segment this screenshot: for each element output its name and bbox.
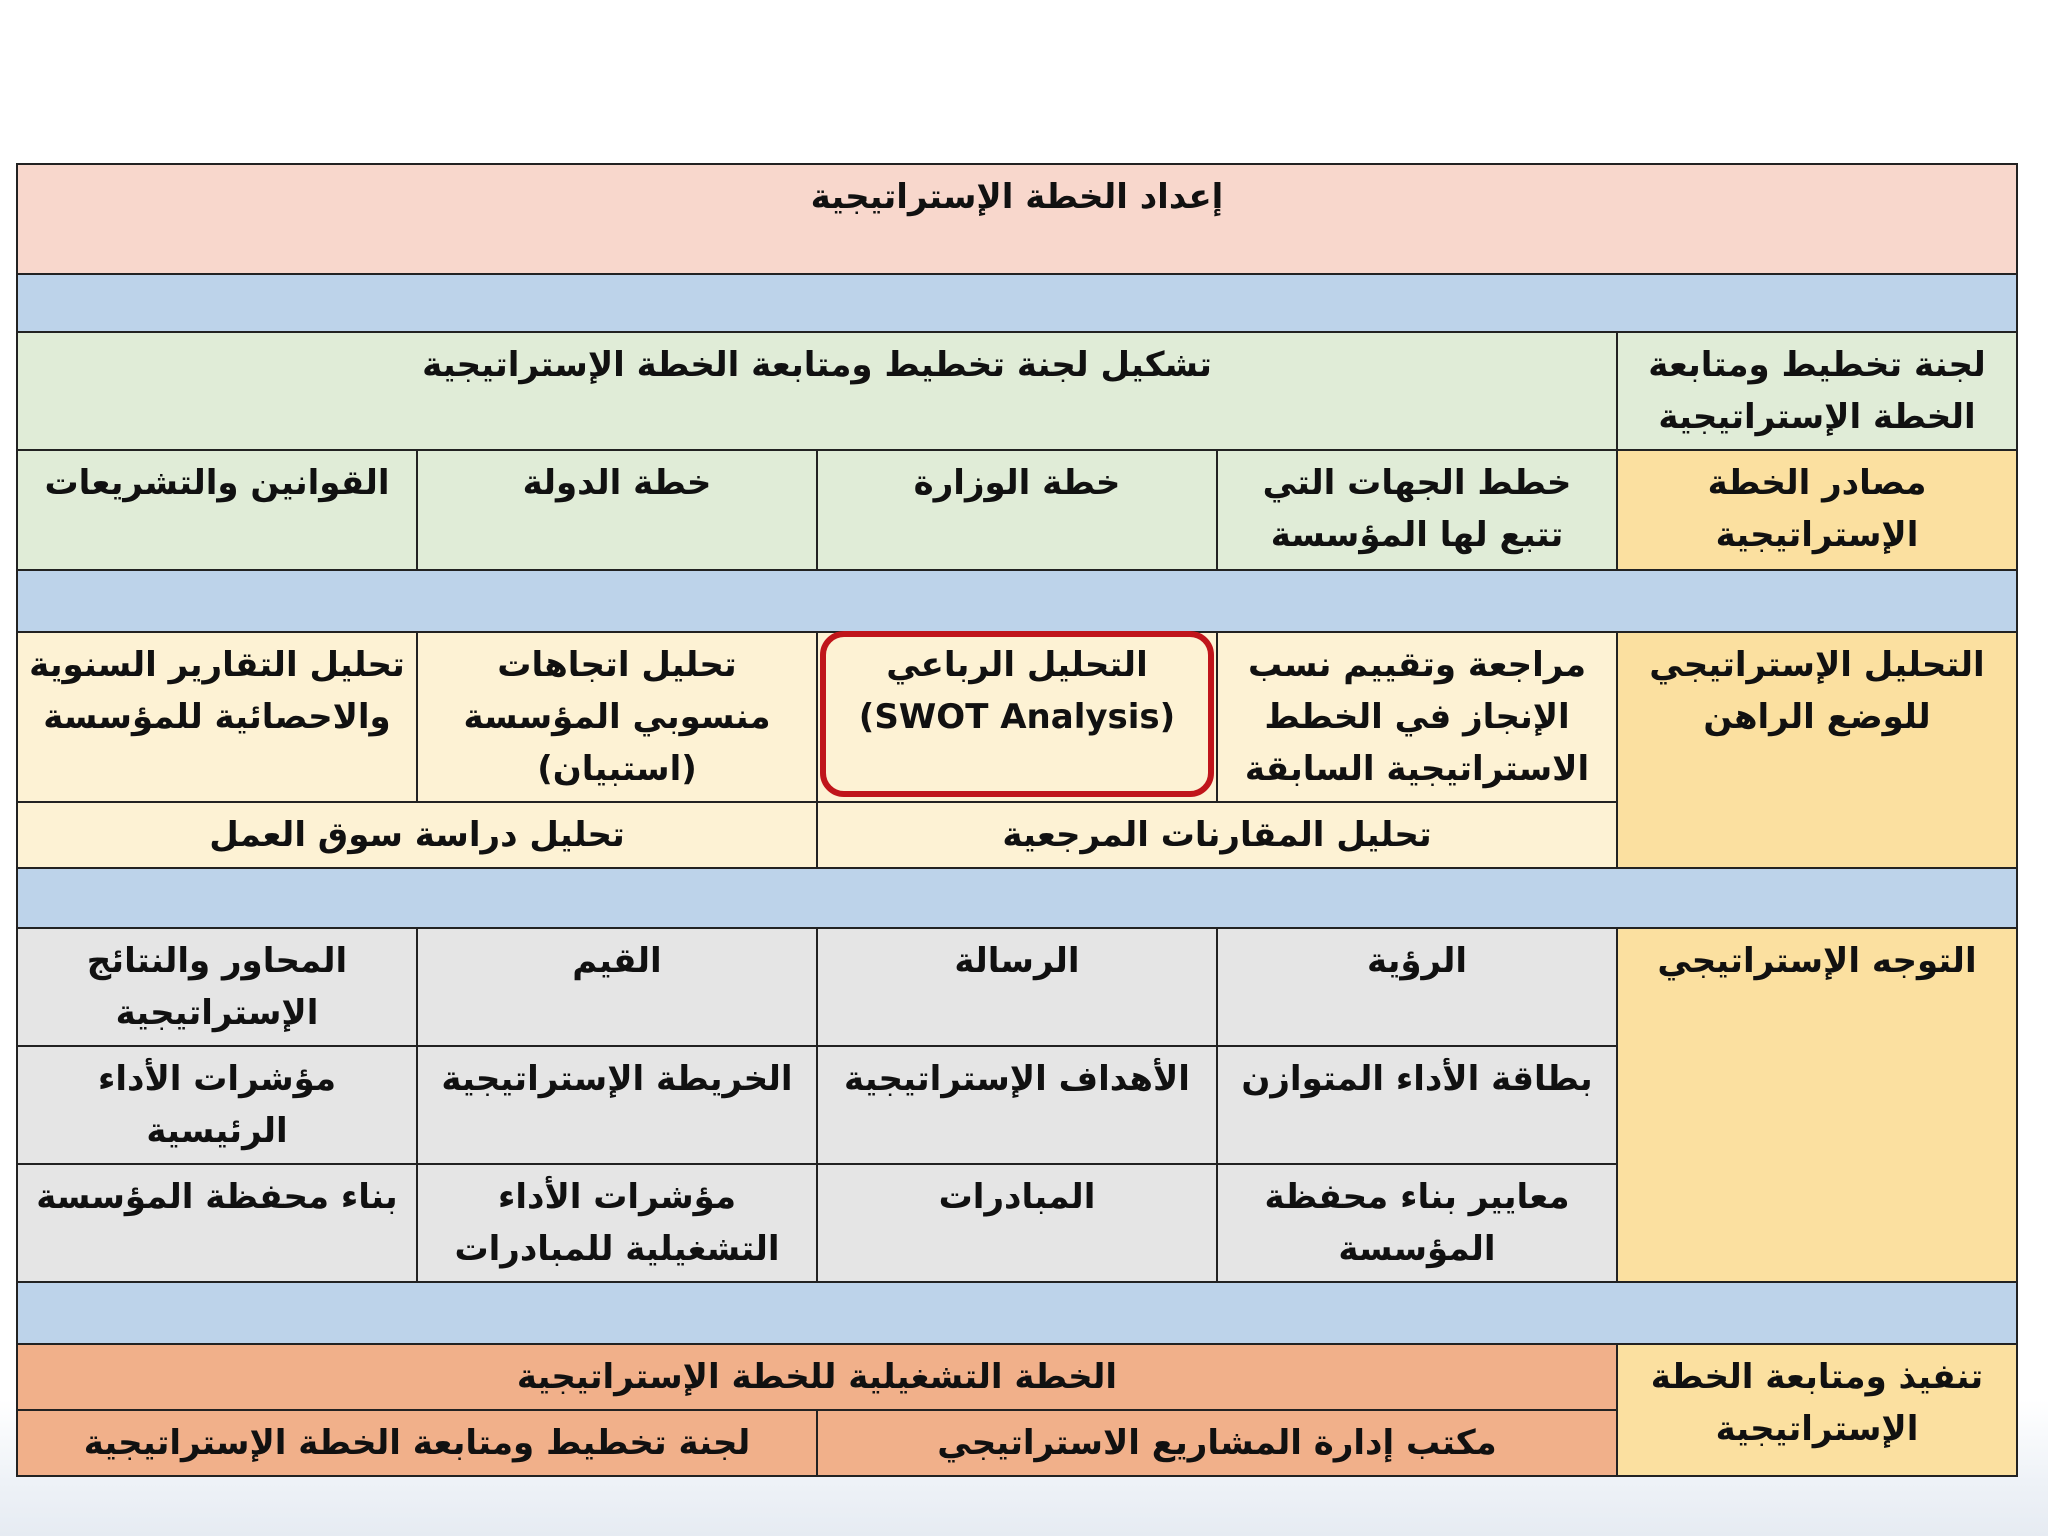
direction-item: بناء محفظة المؤسسة: [17, 1164, 417, 1282]
separator-band: [17, 1282, 2017, 1344]
direction-item: المبادرات: [817, 1164, 1217, 1282]
swot-english-label: (SWOT Analysis): [858, 697, 1176, 737]
labor-market-analysis: تحليل دراسة سوق العمل: [17, 802, 817, 868]
strategic-plan-table: [16, 163, 2018, 1477]
separator-band: [17, 868, 2017, 928]
direction-item: الأهداف الإستراتيجية: [817, 1046, 1217, 1164]
direction-item: بطاقة الأداء المتوازن: [1217, 1046, 1617, 1164]
committee-content: تشكيل لجنة تخطيط ومتابعة الخطة الإستراتيجية: [17, 332, 1617, 450]
planning-committee: لجنة تخطيط ومتابعة الخطة الإستراتيجية: [17, 1410, 817, 1476]
direction-item: مؤشرات الأداء التشغيلية للمبادرات: [417, 1164, 817, 1282]
direction-item: الخريطة الإستراتيجية: [417, 1046, 817, 1164]
separator-band: [17, 274, 2017, 332]
direction-item: مؤشرات الأداء الرئيسية: [17, 1046, 417, 1164]
direction-item: المحاور والنتائج الإستراتيجية: [17, 928, 417, 1046]
direction-item: الرسالة: [817, 928, 1217, 1046]
pmo-office: مكتب إدارة المشاريع الاستراتيجي: [817, 1410, 1617, 1476]
execution-label: تنفيذ ومتابعة الخطة الإستراتيجية: [1617, 1344, 2017, 1476]
committee-label: لجنة تخطيط ومتابعة الخطة الإستراتيجية: [1617, 332, 2017, 450]
page-title: إعداد الخطة الإستراتيجية: [17, 164, 2017, 274]
swot-arabic-label: التحليل الرباعي: [886, 645, 1148, 685]
operational-plan: الخطة التشغيلية للخطة الإستراتيجية: [17, 1344, 1617, 1410]
source-item: خطة الوزارة: [817, 450, 1217, 570]
direction-item: الرؤية: [1217, 928, 1617, 1046]
sources-label: مصادر الخطة الإستراتيجية: [1617, 450, 2017, 570]
analysis-item: مراجعة وتقييم نسب الإنجاز في الخطط الاستراتيجية السابقة: [1217, 632, 1617, 802]
separator-band: [17, 570, 2017, 632]
direction-label: التوجه الإستراتيجي: [1617, 928, 2017, 1282]
strategic-plan-sheet: [18, 163, 2018, 1463]
survey-note: (استبيان): [537, 749, 697, 789]
direction-item: معايير بناء محفظة المؤسسة: [1217, 1164, 1617, 1282]
benchmark-analysis: تحليل المقارنات المرجعية: [817, 802, 1617, 868]
source-item: خطط الجهات التي تتبع لها المؤسسة: [1217, 450, 1617, 570]
source-item: القوانين والتشريعات: [17, 450, 417, 570]
analysis-item: [417, 632, 817, 802]
direction-item: القيم: [417, 928, 817, 1046]
analysis-item: تحليل التقارير السنوية والاحصائية للمؤسسة: [17, 632, 417, 802]
survey-analysis-label: تحليل اتجاهات منسوبي المؤسسة: [463, 645, 771, 737]
source-item: خطة الدولة: [417, 450, 817, 570]
analysis-label: التحليل الإستراتيجي للوضع الراهن: [1617, 632, 2017, 868]
swot-analysis-cell: [817, 632, 1217, 802]
